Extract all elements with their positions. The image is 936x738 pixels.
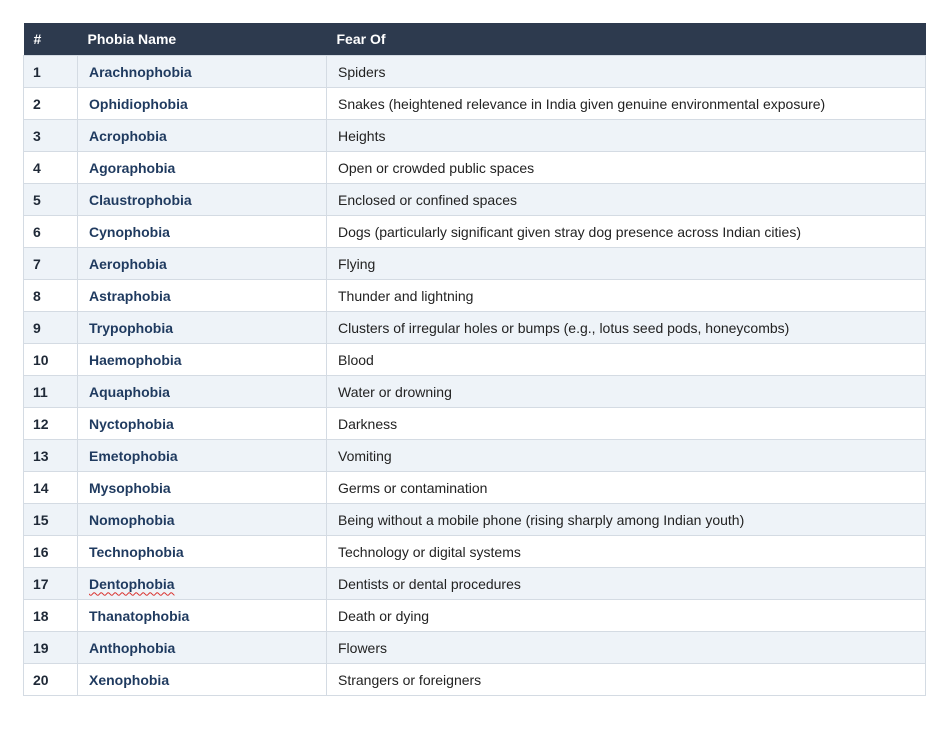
fear-of-text: Blood — [338, 351, 374, 368]
phobia-name-text: Anthophobia — [89, 639, 176, 656]
header-row — [24, 23, 926, 56]
row-number — [24, 120, 78, 152]
phobia-name — [78, 376, 327, 408]
row-number-text: 3 — [33, 127, 41, 144]
phobia-name-text: Claustrophobia — [89, 191, 192, 208]
row-number-text: 15 — [33, 511, 49, 528]
row-number — [24, 248, 78, 280]
row-number — [24, 440, 78, 472]
row-number-text: 16 — [33, 543, 49, 560]
phobia-name-text: Technophobia — [89, 543, 184, 560]
row-number-text: 13 — [33, 447, 49, 464]
table-row — [24, 88, 926, 120]
fear-of-text: Flying — [338, 255, 376, 272]
fear-of — [327, 344, 926, 376]
table-row — [24, 344, 926, 376]
phobia-name — [78, 344, 327, 376]
row-number — [24, 88, 78, 120]
row-number-text: 20 — [33, 671, 49, 688]
table-row — [24, 536, 926, 568]
table-row — [24, 472, 926, 504]
row-number-text: 5 — [33, 191, 41, 208]
table-row — [24, 632, 926, 664]
phobia-name-text: Thanatophobia — [89, 607, 190, 624]
fear-of-text: Flowers — [338, 639, 388, 656]
row-number — [24, 504, 78, 536]
phobia-name — [78, 280, 327, 312]
phobia-name-text: Emetophobia — [89, 447, 178, 464]
row-number-text: 10 — [33, 351, 49, 368]
phobia-name-text: Cynophobia — [89, 223, 170, 240]
fear-of — [327, 88, 926, 120]
row-number-text: 4 — [33, 159, 41, 176]
table-row — [24, 664, 926, 696]
phobia-name-text: Aerophobia — [89, 255, 167, 272]
phobia-name — [78, 536, 327, 568]
fear-of — [327, 56, 926, 88]
fear-of-text: Enclosed or confined spaces — [338, 191, 517, 208]
phobia-name — [78, 600, 327, 632]
phobia-name — [78, 152, 327, 184]
row-number — [24, 184, 78, 216]
row-number — [24, 408, 78, 440]
row-number-text: 11 — [33, 383, 48, 400]
header-phobia-name: Phobia Name — [78, 23, 327, 56]
phobia-name-text: Trypophobia — [89, 319, 173, 336]
fear-of — [327, 536, 926, 568]
table-row — [24, 376, 926, 408]
fear-of-text: Death or dying — [338, 607, 430, 624]
row-number-text: 2 — [33, 95, 41, 112]
fear-of-text: Water or drowning — [338, 383, 452, 400]
fear-of-text: Heights — [338, 127, 386, 144]
phobia-name — [78, 248, 327, 280]
phobia-name-text: Haemophobia — [89, 351, 182, 368]
phobia-name — [78, 408, 327, 440]
fear-of — [327, 152, 926, 184]
row-number — [24, 632, 78, 664]
fear-of-text: Darkness — [338, 415, 398, 432]
row-number — [24, 312, 78, 344]
phobia-name-text: Agoraphobia — [89, 159, 176, 176]
row-number — [24, 152, 78, 184]
table-row — [24, 216, 926, 248]
phobia-name-text: Dentophobia — [89, 575, 175, 592]
phobia-name-text: Acrophobia — [89, 127, 167, 144]
phobia-name-text: Mysophobia — [89, 479, 171, 496]
phobia-name-text: Nomophobia — [89, 511, 175, 528]
header-number: # — [24, 23, 78, 56]
phobia-name — [78, 56, 327, 88]
table-body — [24, 56, 926, 696]
phobia-table — [23, 23, 926, 696]
fear-of — [327, 632, 926, 664]
phobia-name — [78, 632, 327, 664]
fear-of — [327, 184, 926, 216]
fear-of-text: Snakes (heightened relevance in India given genuine environmental exposure) — [338, 95, 826, 112]
row-number — [24, 536, 78, 568]
phobia-name-text: Aquaphobia — [89, 383, 170, 400]
row-number-text: 14 — [33, 479, 49, 496]
phobia-name — [78, 216, 327, 248]
header-fear-of: Fear Of — [327, 23, 926, 56]
phobia-name — [78, 88, 327, 120]
row-number — [24, 376, 78, 408]
phobia-name — [78, 568, 327, 600]
fear-of-text: Thunder and lightning — [338, 287, 474, 304]
fear-of — [327, 248, 926, 280]
table-row — [24, 184, 926, 216]
row-number-text: 12 — [33, 415, 49, 432]
fear-of-text: Strangers or foreigners — [338, 671, 482, 688]
phobia-name — [78, 664, 327, 696]
phobia-name — [78, 472, 327, 504]
row-number — [24, 600, 78, 632]
fear-of — [327, 568, 926, 600]
fear-of-text: Dogs (particularly significant given stray dog presence across Indian cities) — [338, 223, 801, 240]
fear-of-text: Open or crowded public spaces — [338, 159, 535, 176]
fear-of-text: Germs or contamination — [338, 479, 488, 496]
table-row — [24, 312, 926, 344]
row-number-text: 9 — [33, 319, 41, 336]
row-number — [24, 664, 78, 696]
row-number-text: 6 — [33, 223, 41, 240]
fear-of — [327, 120, 926, 152]
row-number — [24, 56, 78, 88]
table-row — [24, 56, 926, 88]
table-header — [24, 23, 926, 56]
row-number — [24, 280, 78, 312]
row-number — [24, 216, 78, 248]
phobia-name — [78, 184, 327, 216]
fear-of — [327, 376, 926, 408]
fear-of — [327, 472, 926, 504]
phobia-name-text: Ophidiophobia — [89, 95, 188, 112]
fear-of — [327, 408, 926, 440]
fear-of — [327, 440, 926, 472]
phobia-name — [78, 440, 327, 472]
table-row — [24, 152, 926, 184]
table-row — [24, 568, 926, 600]
fear-of — [327, 312, 926, 344]
phobia-name-text: Xenophobia — [89, 671, 170, 688]
row-number — [24, 344, 78, 376]
fear-of-text: Being without a mobile phone (rising sharply among Indian youth) — [338, 511, 745, 528]
row-number-text: 17 — [33, 575, 49, 592]
table-row — [24, 248, 926, 280]
phobia-name-text: Astraphobia — [89, 287, 171, 304]
phobia-table-container — [23, 23, 925, 696]
fear-of-text: Vomiting — [338, 447, 392, 464]
fear-of — [327, 600, 926, 632]
phobia-name-text: Arachnophobia — [89, 63, 192, 80]
fear-of-text: Spiders — [338, 63, 386, 80]
table-row — [24, 280, 926, 312]
row-number — [24, 472, 78, 504]
phobia-name — [78, 504, 327, 536]
fear-of-text: Technology or digital systems — [338, 543, 521, 560]
row-number-text: 19 — [33, 639, 49, 656]
phobia-name — [78, 120, 327, 152]
fear-of — [327, 664, 926, 696]
phobia-name — [78, 312, 327, 344]
row-number-text: 7 — [33, 255, 41, 272]
fear-of — [327, 280, 926, 312]
fear-of-text: Dentists or dental procedures — [338, 575, 521, 592]
fear-of-text: Clusters of irregular holes or bumps (e.g., lotus seed pods, honeycombs) — [338, 319, 790, 336]
table-row — [24, 408, 926, 440]
fear-of — [327, 504, 926, 536]
table-row — [24, 120, 926, 152]
phobia-name-text: Nyctophobia — [89, 415, 174, 432]
table-row — [24, 600, 926, 632]
row-number-text: 18 — [33, 607, 49, 624]
row-number-text: 8 — [33, 287, 41, 304]
fear-of — [327, 216, 926, 248]
table-row — [24, 504, 926, 536]
row-number-text: 1 — [33, 63, 41, 80]
row-number — [24, 568, 78, 600]
table-row — [24, 440, 926, 472]
